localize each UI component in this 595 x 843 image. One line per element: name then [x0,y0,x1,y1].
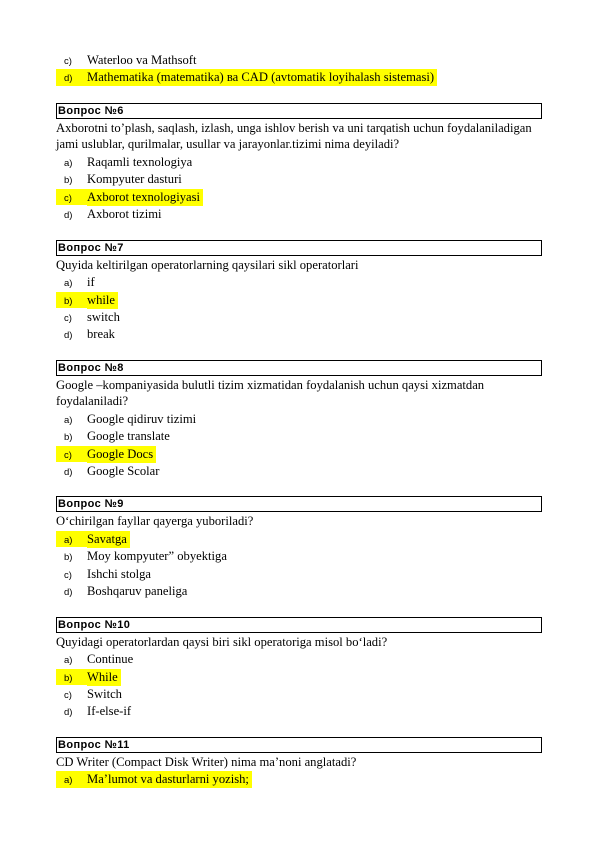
option-text: Google Docs [87,446,156,463]
option-text: Google translate [87,429,170,444]
option-text: while [87,292,118,309]
answer-option [56,686,542,703]
option-text: if [87,275,95,290]
answer-option [56,548,542,565]
answer-option [56,326,542,343]
option-letter: d) [64,587,73,599]
option-text: Axborot texnologiyasi [87,189,203,206]
option-text: Google qidiruv tizimi [87,411,197,426]
question-block [56,737,542,789]
option-text: Mathematika (matematika) ва CAD (avtomatik loyihalash sistemasi) [87,69,437,86]
question-header: Вопрос №11 [56,737,542,753]
option-text: Waterloo va Mathsoft [87,53,197,67]
option-letter: c) [64,569,72,581]
option-text: Switch [87,686,122,701]
option-text: Kompyuter dasturi [87,172,182,187]
answer-option [56,154,542,171]
option-text: Savatga [87,531,130,548]
question-header: Вопрос №6 [56,103,542,119]
option-text: Raqamli texnologiya [87,154,193,169]
answer-option-highlighted [56,446,542,463]
question-text: CD Writer (Compact Disk Writer) nima ma’noni anglatadi? [56,754,357,769]
option-letter: a) [64,535,73,547]
option-text: Google Scolar [87,464,160,479]
option-letter: c) [64,449,72,461]
option-text: Boshqaruv paneliga [87,584,188,599]
option-letter: a) [64,775,73,787]
intro-options [56,52,542,87]
option-letter: d) [64,330,73,342]
question-block [56,240,542,344]
option-letter: d) [64,210,73,222]
question-text: Axborotni to’plash, saqlash, izlash, unga ishlov berish va uni tarqatish uchun foydalaniladigan jami uslublar, qurilmalar, usullar va jarayonlar.tizimi nima deyiladi? [56,120,532,152]
answer-option [56,428,542,445]
option-text: Axborot tizimi [87,207,162,222]
option-letter: d) [64,707,73,719]
option-letter: b) [64,432,73,444]
option-letter: c) [64,689,72,701]
question-text: O‘chirilgan fayllar qayerga yuboriladi? [56,514,254,529]
answer-option [56,52,542,69]
option-letter: c) [64,56,72,67]
option-text: If-else-if [87,704,132,719]
option-letter: b) [64,552,73,564]
option-text: While [87,669,121,686]
option-letter: b) [64,295,73,307]
question-list [56,103,542,789]
option-text: break [87,327,115,342]
option-text: Ishchi stolga [87,566,152,581]
answer-option [56,309,542,326]
option-letter: b) [64,175,73,187]
question-header: Вопрос №10 [56,617,542,633]
question-text: Quyidagi operatorlardan qaysi biri sikl operatoriga misol bo‘ladi? [56,634,388,649]
question-block [56,103,542,224]
answer-option [56,206,542,223]
option-letter: d) [64,467,73,479]
question-text: Quyida keltirilgan operatorlarning qaysilari sikl operatorlari [56,257,359,272]
answer-option-highlighted [56,771,542,788]
option-text: switch [87,309,120,324]
option-letter: a) [64,278,73,290]
question-header: Вопрос №9 [56,496,542,512]
answer-option [56,171,542,188]
option-letter: a) [64,655,73,667]
answer-option [56,583,542,600]
question-header: Вопрос №7 [56,240,542,256]
answer-option-highlighted [56,69,542,86]
question-block [56,360,542,481]
answer-option [56,411,542,428]
answer-option [56,566,542,583]
document-page [56,52,542,789]
option-text: Continue [87,652,134,667]
answer-option-highlighted [56,669,542,686]
option-letter: a) [64,157,73,169]
question-block [56,617,542,721]
answer-option [56,274,542,291]
option-letter: d) [64,73,73,85]
question-block [56,496,542,600]
option-letter: a) [64,414,73,426]
answer-option [56,463,542,480]
option-text: Ma’lumot va dasturlarni yozish; [87,771,252,788]
answer-option-highlighted [56,292,542,309]
option-letter: b) [64,672,73,684]
option-text: Moy kompyuter” obyektiga [87,549,227,564]
answer-option-highlighted [56,531,542,548]
question-text: Google –kompaniyasida bulutli tizim xizmatidan foydalanish uchun qaysi xizmatdan foydalaniladi? [56,377,485,409]
answer-option-highlighted [56,189,542,206]
answer-option [56,703,542,720]
question-header: Вопрос №8 [56,360,542,376]
answer-option [56,651,542,668]
option-letter: c) [64,312,72,324]
option-letter: c) [64,192,72,204]
